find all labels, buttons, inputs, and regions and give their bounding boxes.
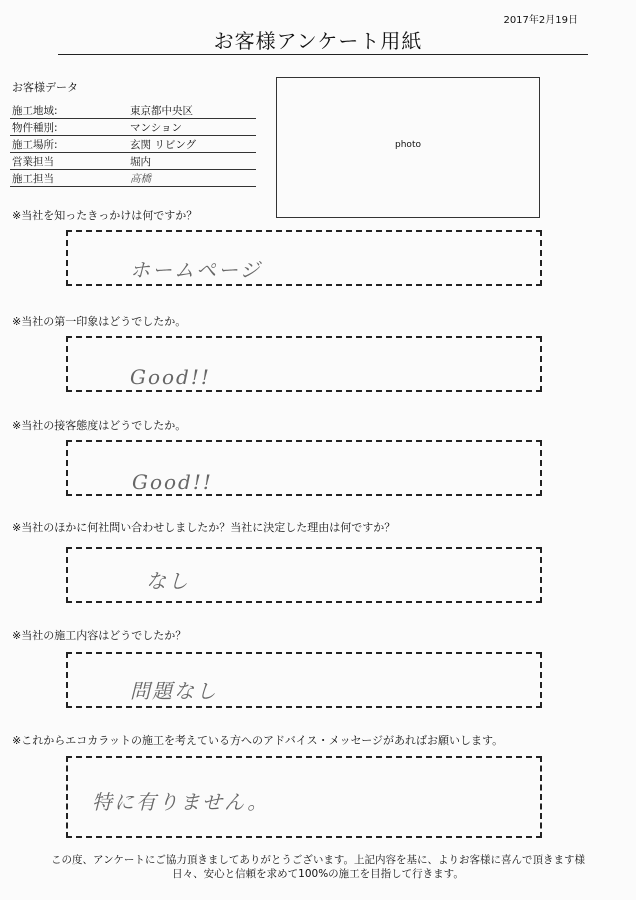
title-divider (58, 54, 588, 55)
sales-rep-value: 堀内 (102, 153, 256, 170)
property-type-value: マンション (102, 119, 256, 136)
table-row (10, 170, 256, 187)
answer-3: Good!! (132, 470, 213, 494)
footer-line-2: 日々、安心と信頼を求めて100%の施工を目指して行きます。 (172, 868, 464, 880)
question-4: ※当社のほかに何社問い合わせしましたか？当社に決定した理由は何ですか？ (12, 521, 396, 534)
answer-1: ホームページ (130, 258, 262, 282)
location-label: 施工場所: (10, 136, 102, 153)
answer-box-4 (66, 547, 542, 603)
survey-date: 2017年2月19日 (503, 15, 578, 26)
question-3: ※当社の接客態度はどうでしたか。 (12, 419, 187, 432)
property-type-label: 物件種別: (10, 119, 102, 136)
answer-4: なし (146, 569, 190, 593)
customer-data-heading: お客様データ (12, 81, 78, 94)
table-row (10, 136, 256, 153)
answer-5: 問題なし (130, 679, 218, 703)
customer-data-table (10, 102, 256, 187)
answer-6: 特に有りません。 (92, 790, 270, 814)
area-value: 東京都中央区 (102, 102, 256, 119)
table-row (10, 102, 256, 119)
footer-line-1: この度、アンケートにご協力頂きましてありがとうございます。上記内容を基に、よりお客様に喜んで頂きます様 (50, 854, 586, 866)
question-5: ※当社の施工内容はどうでしたか？ (12, 629, 187, 642)
sales-rep-label: 営業担当 (10, 153, 102, 170)
table-row (10, 153, 256, 170)
location-value: 玄関 リビング (102, 136, 256, 153)
photo-label: photo (395, 140, 421, 150)
area-label: 施工地域: (10, 102, 102, 119)
question-1: ※当社を知ったきっかけは何ですか？ (12, 209, 198, 222)
page-title: お客様アンケート用紙 (213, 29, 423, 53)
installer-value: 高橋 (102, 170, 256, 187)
table-row (10, 119, 256, 136)
answer-2: Good!! (130, 365, 211, 389)
installer-label: 施工担当 (10, 170, 102, 187)
question-6: ※これからエコカラットの施工を考えている方へのアドバイス・メッセージがあればお願いします。 (12, 734, 504, 747)
question-2: ※当社の第一印象はどうでしたか。 (12, 315, 187, 328)
